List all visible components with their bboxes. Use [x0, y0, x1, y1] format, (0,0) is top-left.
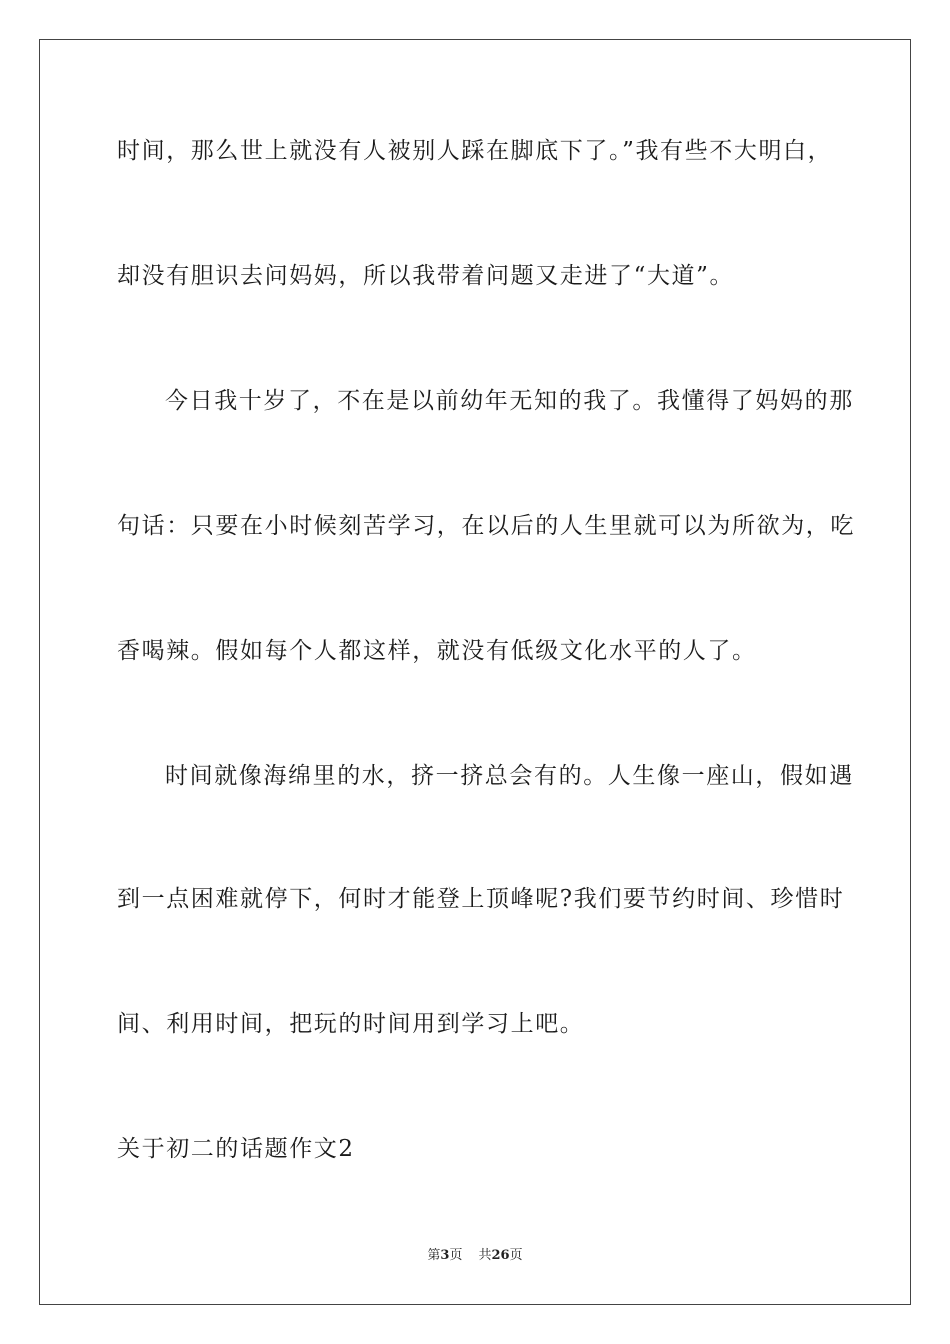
page-suffix: 页 — [449, 1248, 463, 1263]
page-border — [39, 39, 911, 1305]
total-pages: 26 — [491, 1248, 510, 1263]
paragraph-first-line: 今日我十岁了，不在是以前幼年无知的我了。我懂得了妈妈的那 — [165, 388, 854, 414]
paragraph-first-line: 时间就像海绵里的水，挤一挤总会有的。人生像一座山，假如遇 — [165, 763, 854, 789]
section-heading: 关于初二的话题作文2 — [117, 1136, 355, 1162]
page-number: 3 — [440, 1248, 450, 1263]
total-prefix: 共 — [478, 1248, 492, 1263]
body-text-line: 间、利用时间，把玩的时间用到学习上吧。 — [117, 1011, 585, 1037]
body-text-line: 到一点困难就停下，何时才能登上顶峰呢?我们要节约时间、珍惜时 — [117, 886, 845, 912]
page-prefix: 第 — [427, 1248, 441, 1263]
page-footer — [0, 1247, 950, 1265]
total-suffix: 页 — [509, 1248, 523, 1263]
body-text-line: 句话：只要在小时候刻苦学习，在以后的人生里就可以为所欲为，吃 — [117, 513, 855, 539]
body-text-line: 却没有胆识去问妈妈，所以我带着问题又走进了“大道”。 — [117, 263, 735, 289]
body-text-line: 时间，那么世上就没有人被别人踩在脚底下了。”我有些不大明白， — [117, 138, 833, 164]
body-text-line: 香喝辣。假如每个人都这样，就没有低级文化水平的人了。 — [117, 638, 757, 664]
